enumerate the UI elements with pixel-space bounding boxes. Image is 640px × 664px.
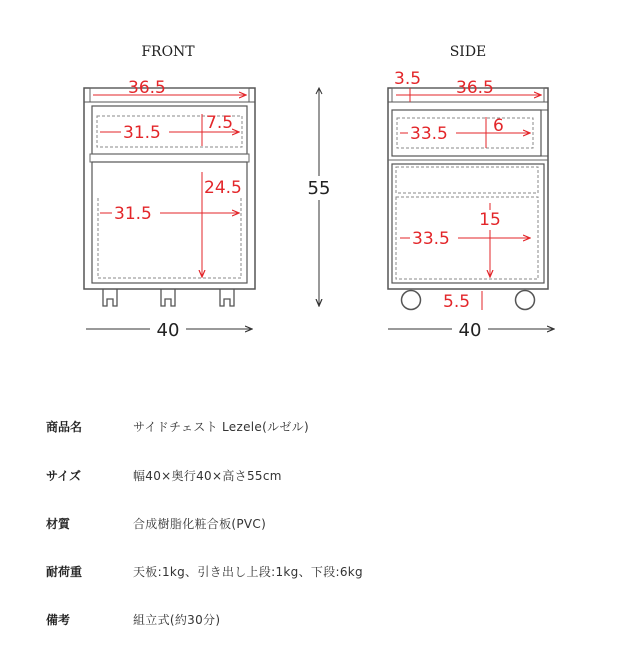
spec-value: 幅40×奥行40×高さ55cm (133, 468, 282, 483)
side-view-drawing (388, 88, 548, 310)
side-drawer-depth-label: 33.5 (410, 124, 448, 144)
side-title: SIDE (449, 44, 487, 60)
front-top-width-label: 36.5 (128, 78, 166, 98)
side-top-thickness-label: 3.5 (394, 69, 422, 89)
front-drawer-height-label: 7.5 (206, 113, 234, 133)
side-top-depth-label: 36.5 (456, 78, 494, 98)
front-drawer-width-label: 31.5 (123, 123, 161, 143)
side-cabinet-height-label: 15 (479, 210, 501, 230)
front-overall-width-label: 40 (156, 320, 180, 341)
spec-value: 天板:1kg、引き出し上段:1kg、下段:6kg (133, 564, 363, 579)
side-caster-height-label: 5.5 (443, 292, 471, 312)
side-cabinet-depth-label: 33.5 (412, 229, 450, 249)
spec-value: サイドチェスト Lezele(ルゼル) (133, 419, 309, 434)
spec-row-notes (46, 609, 606, 629)
spec-value: 合成樹脂化粧合板(PVC) (133, 516, 267, 531)
front-cabinet-height-label: 24.5 (204, 178, 242, 198)
side-drawer-height-label: 6 (493, 116, 504, 136)
spec-label: 耐荷重 (46, 564, 83, 579)
spec-label: 商品名 (46, 419, 83, 434)
front-cabinet-width-label: 31.5 (114, 204, 152, 224)
side-overall-depth-label: 40 (458, 320, 482, 341)
spec-row-size (46, 465, 606, 485)
front-title: FRONT (141, 44, 195, 60)
spec-label: 材質 (46, 516, 71, 531)
overall-height-label: 55 (307, 178, 331, 199)
spec-label: 備考 (46, 612, 71, 627)
spec-value: 組立式(約30分) (133, 612, 221, 627)
spec-label: サイズ (46, 468, 82, 483)
spec-row-load (46, 561, 606, 581)
spec-row-material (46, 513, 606, 533)
spec-row-name (46, 416, 606, 436)
